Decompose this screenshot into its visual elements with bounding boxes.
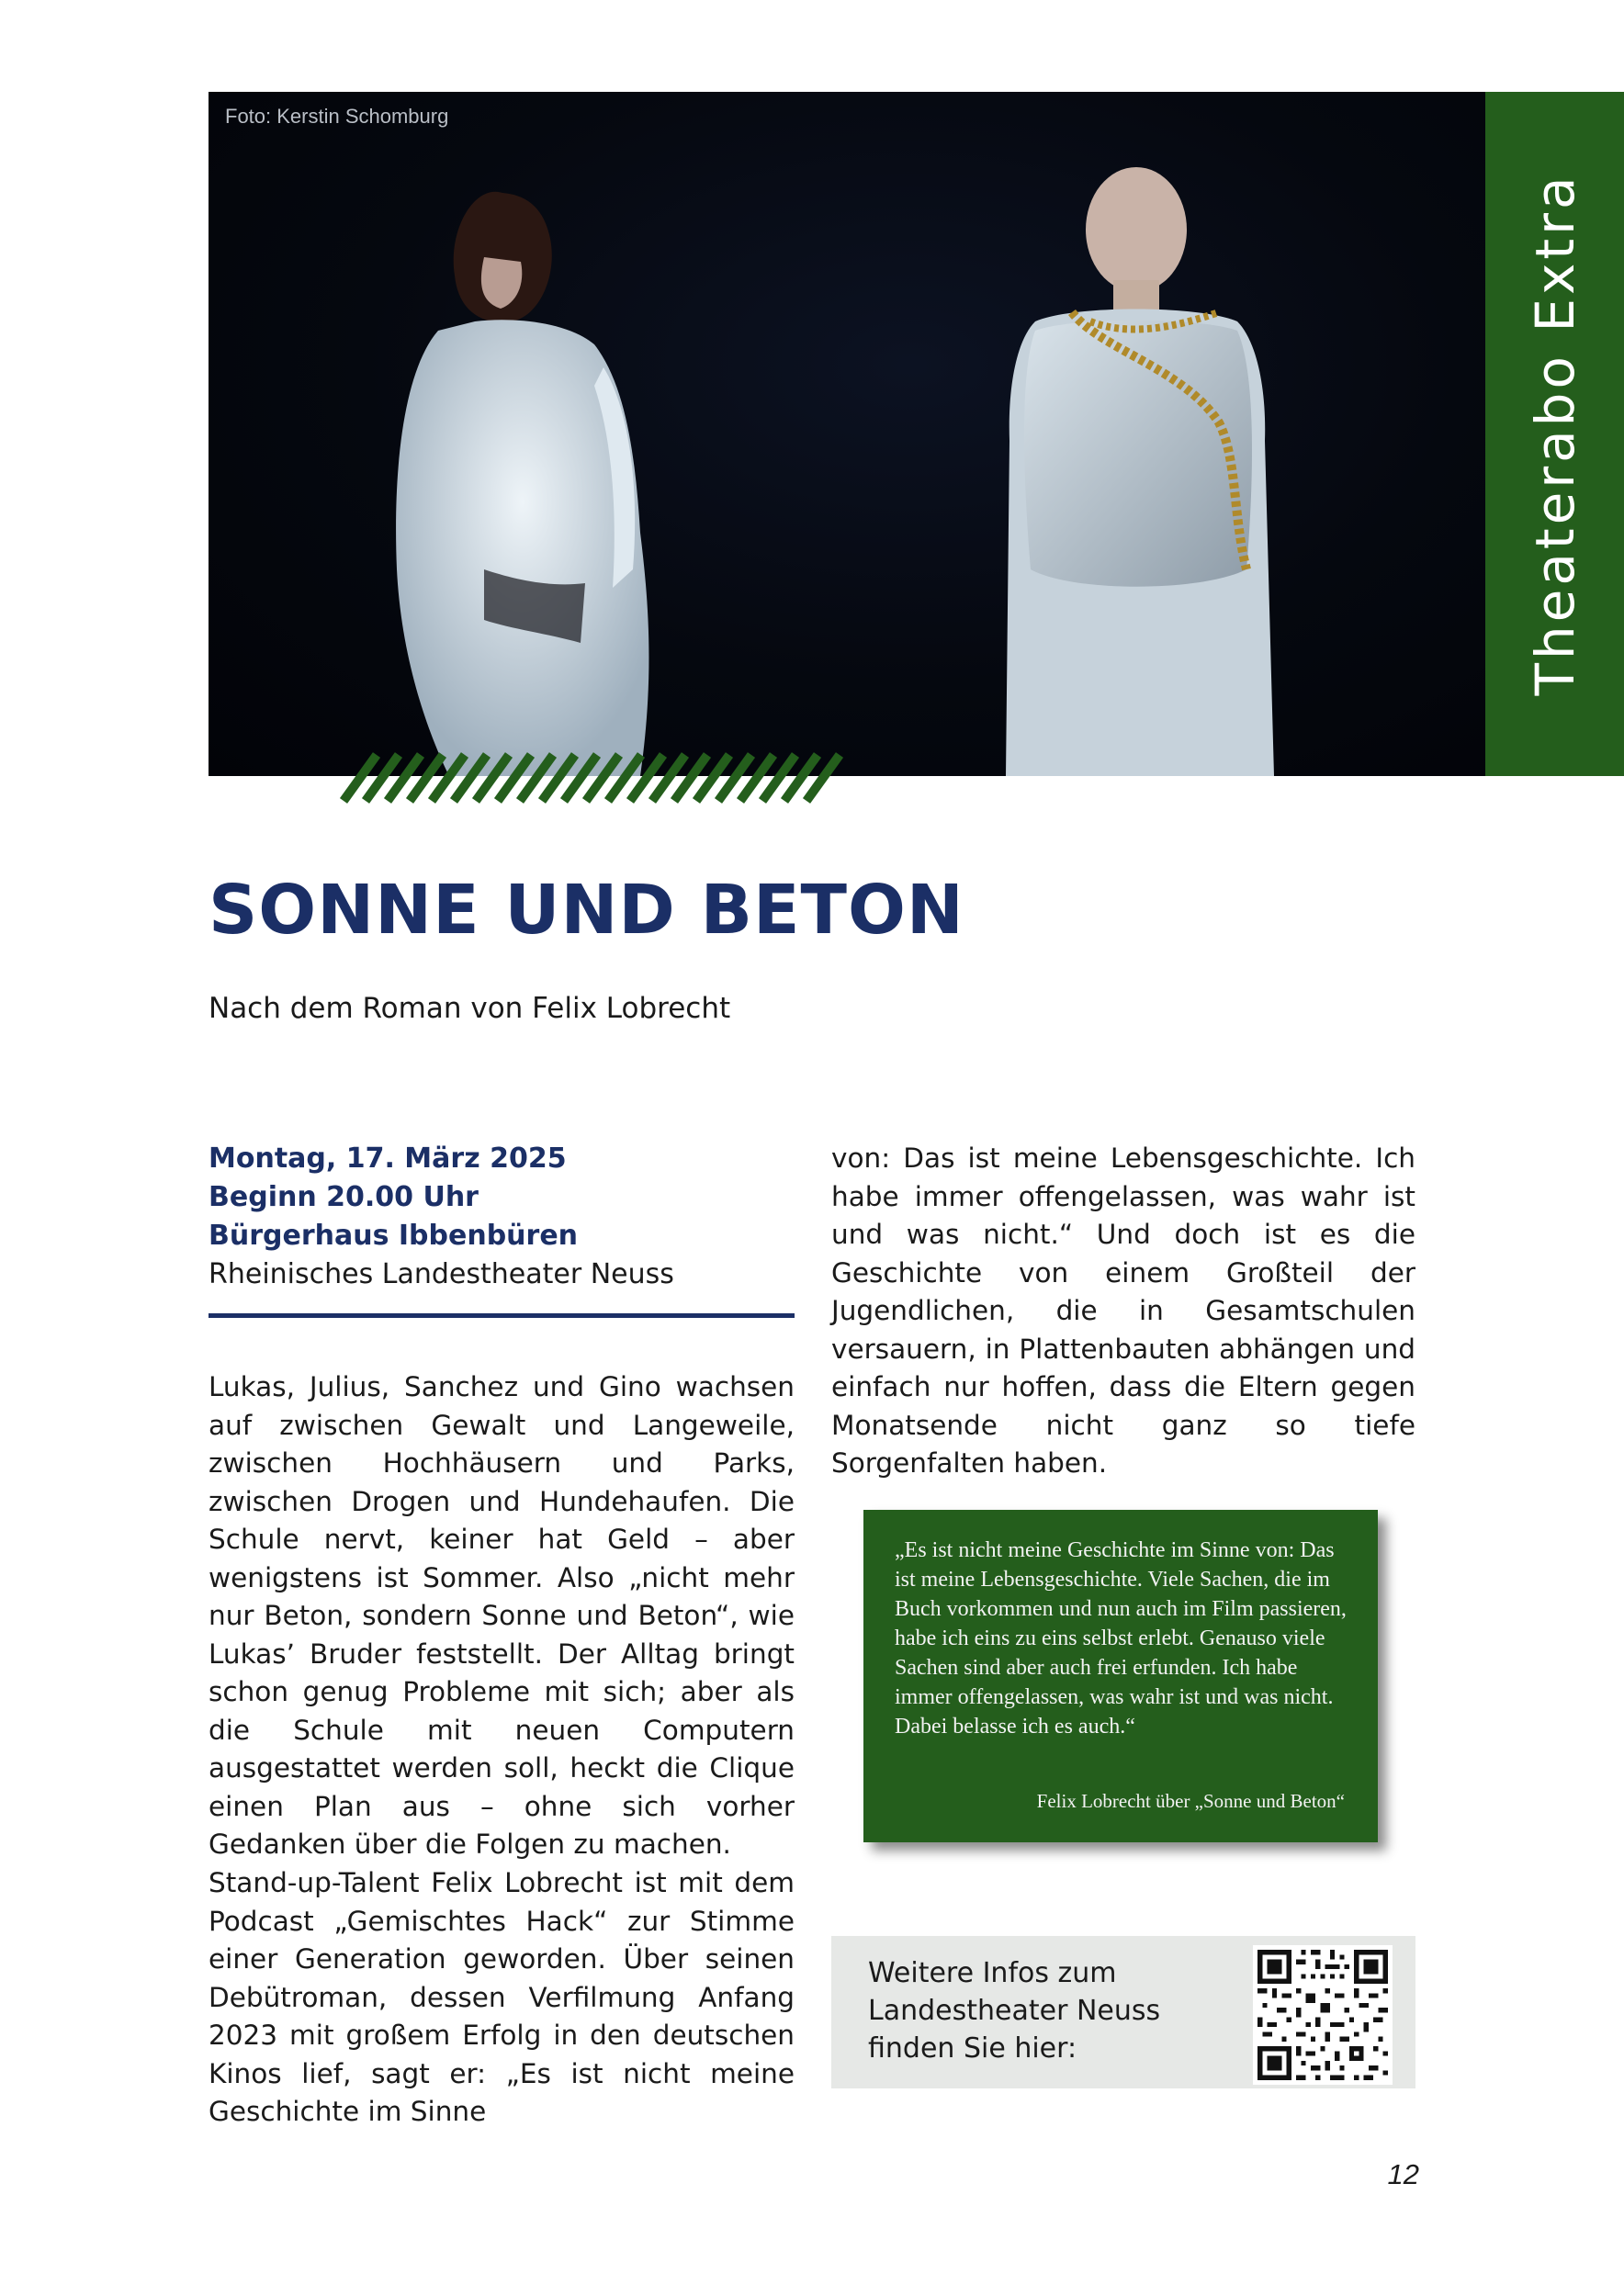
page-title: SONNE UND BETON bbox=[209, 871, 964, 950]
decorative-stripes bbox=[340, 751, 854, 805]
page-number: 12 bbox=[1387, 2158, 1419, 2190]
quote-text: „Es ist nicht meine Geschichte im Sinne von: Das ist meine Lebensgeschichte. Viele Sachen, die im Buch vorkommen und nun auch im Film passieren, habe ich eins zu eins selbst erlebt. Genauso viele Sachen sind aber auch frei erfunden. Ich habe immer offengelassen, was wahr ist und was nicht. Dabei belasse ich es auch.“ bbox=[895, 1538, 1347, 1739]
qr-code[interactable] bbox=[1253, 1945, 1393, 2085]
body-paragraph-1: Lukas, Julius, Sanchez und Gino wachsen auf zwischen Gewalt und Langeweile, zwischen Hochhäusern und Parks, zwischen Drogen und Hundehaufen. Die Schule nervt, keiner hat Geld – aber wenigstens ist Sommer. Also „nicht mehr nur Beton, sondern Sonne und Beton“, wie Lukas’ Bruder feststellt. Der Alltag bringt schon genug Probleme mit sich; aber als die Schule mit neuen Computern ausgestattet werden soll, heckt die Clique einen Plan aus – ohne sich vorher Gedanken über die Folgen zu machen. bbox=[209, 1371, 795, 1860]
event-time: Beginn 20.00 Uhr bbox=[209, 1181, 479, 1213]
body-paragraph-3: von: Das ist meine Lebensgeschichte. Ich habe immer offengelassen, was wahr ist und was nicht.“ Und doch ist es die Geschichte von einem Großteil der Jugendlichen, die in Gesamtschulen versauern, in Plattenbauten abhängen und einfach nur hoffen, dass die Eltern gegen Monatsende nicht ganz so tiefe Sorgenfalten haben. bbox=[831, 1142, 1415, 1479]
stage-photo-illustration bbox=[209, 92, 1485, 776]
quote-source: Felix Lobrecht über „Sonne und Beton“ bbox=[1036, 1790, 1345, 1812]
quote-box bbox=[863, 1510, 1378, 1842]
info-text: Weitere Infos zum Landestheater Neuss finden Sie hier: bbox=[868, 1957, 1161, 2065]
divider bbox=[209, 1313, 795, 1318]
woman-figure bbox=[396, 192, 648, 776]
event-company: Rheinisches Landestheater Neuss bbox=[209, 1258, 674, 1290]
event-details bbox=[209, 1140, 795, 1294]
body-paragraph-2: Stand-up-Talent Felix Lobrecht ist mit dem Podcast „Gemischtes Hack“ zur Stimme einer Generation geworden. Über seinen Debütroman, dessen Verfilmung Anfang 2023 mit großem Erfolg in den deutschen Kinos lief, sagt er: „Es ist nicht meine Geschichte im Sinne bbox=[209, 1867, 795, 2127]
info-box bbox=[831, 1936, 1415, 2088]
event-date: Montag, 17. März 2025 bbox=[209, 1142, 567, 1175]
photo-credit: Foto: Kerstin Schomburg bbox=[225, 105, 449, 128]
category-sidebar bbox=[1485, 92, 1624, 776]
qr-code-icon bbox=[1253, 1945, 1393, 2085]
event-venue: Bürgerhaus Ibbenbüren bbox=[209, 1220, 579, 1252]
page-subtitle: Nach dem Roman von Felix Lobrecht bbox=[209, 992, 731, 1025]
man-figure bbox=[1006, 167, 1274, 776]
hero-photo bbox=[209, 92, 1485, 776]
category-label: Theaterabo Extra bbox=[1523, 172, 1586, 696]
